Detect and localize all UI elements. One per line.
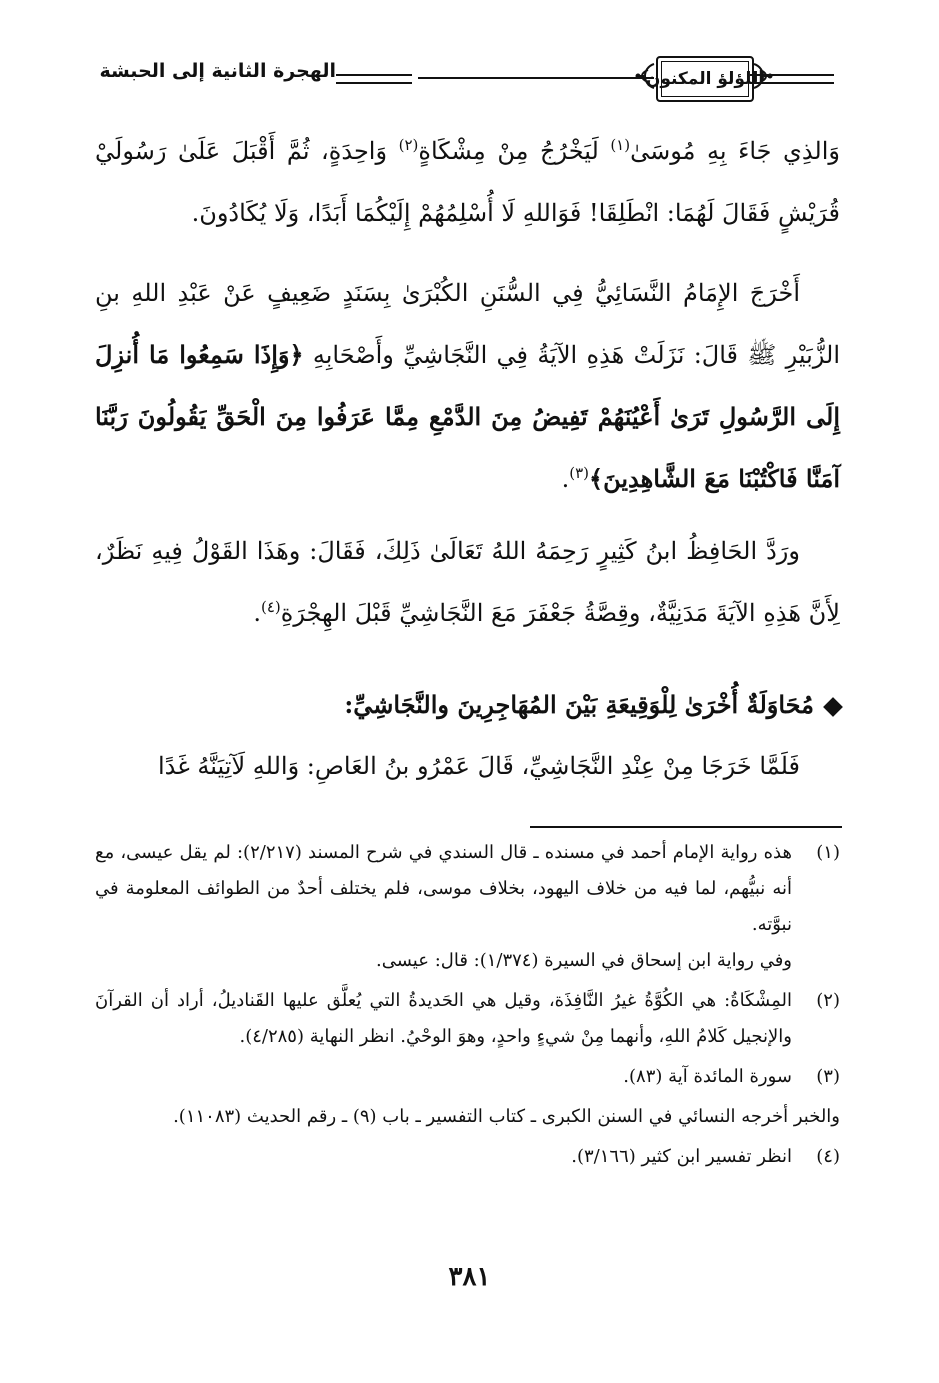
footnote-text: سورة المائدة آية (٨٣).	[623, 1066, 792, 1087]
page-number: ٣٨١	[448, 1262, 491, 1292]
chapter-title: الهجرة الثانية إلى الحبشة	[99, 60, 336, 82]
section-heading-text: مُحَاوَلَةٌ أُخْرَىٰ لِلْوَقِيعَةِ بَيْنَ المُهَاجِرِينَ والنَّجَاشِيِّ:	[344, 690, 814, 719]
footnote-number: (٤)	[816, 1146, 840, 1167]
footnote-item	[95, 1139, 840, 1175]
paragraph-text: وَاحِدَةٍ، ثُمَّ أَقْبَلَ عَلَىٰ رَسُولَيْ قُرَيْشٍ فَقَالَ لَهُمَا: انْطَلِقَا! فَوَاللهِ لَا أُسْلِمُهُمْ إِلَيْكُمَا أَبَدًا، وَلَا يُكَادُونَ.	[95, 137, 840, 227]
footnote-text: والخبر أخرجه النسائي في السنن الكبرى ـ كتاب التفسير ـ باب (٩) ـ رقم الحديث (١١٠٨٣).	[173, 1106, 840, 1127]
diamond-bullet-icon	[823, 697, 843, 717]
footnote-ref[interactable]: (١)	[610, 136, 631, 154]
footnote-ref[interactable]: (٣)	[569, 464, 589, 482]
paragraph-text: فَلَمَّا خَرَجَا مِنْ عِنْدِ النَّجَاشِيِّ، قَالَ عَمْرُو بنُ العَاصِ: وَاللهِ لَآتِيَنَّهُ غَدًا	[157, 752, 800, 780]
footnote-text: هذه رواية الإمام أحمد في مسنده ـ قال السندي في شرح المسند (٢/٢١٧): لم يقل عيسى، مع أنه نبيُّهم، لما فيه من خلاف اليهود، بخلاف موسى، فلم يختلف أحدٌ من الطوائف المعلومة في نبوَّته.	[95, 842, 792, 935]
footnote-item	[95, 1099, 840, 1135]
paragraph-text: ورَدَّ الحَافِظُ ابنُ كَثِيرٍ رَحِمَهُ اللهُ تَعَالَىٰ ذَلِكَ، فَقَالَ: وهَذَا القَوْلُ فِيهِ نَظَرٌ، لِأَنَّ هَذِهِ الآيَةَ مَدَنِيَّةٌ، وقِصَّةُ جَعْفَرَ مَعَ النَّجَاشِيِّ قَبْلَ الهِجْرَةِ	[95, 537, 840, 627]
running-header	[80, 54, 840, 104]
footnote-item	[95, 983, 840, 1055]
footnote-text: انظر تفسير ابن كثير (٣/١٦٦).	[571, 1146, 792, 1167]
footnote-number: (٣)	[816, 1066, 840, 1087]
footnote-text: وفي رواية ابن إسحاق في السيرة (١/٣٧٤): قال: عيسى.	[376, 950, 792, 971]
header-rule	[418, 77, 654, 79]
footnote-ref[interactable]: (٢)	[398, 136, 419, 154]
paragraph-text: وَالذِي جَاءَ بِهِ مُوسَىٰ	[630, 137, 840, 165]
header-rule	[750, 74, 834, 84]
footnote-number: (٢)	[816, 990, 840, 1011]
paragraph-text: أَخْرَجَ الإِمَامُ النَّسَائِيُّ فِي السُّنَنِ الكُبْرَىٰ بِسَنَدٍ ضَعِيفٍ عَنْ عَبْدِ اللهِ بنِ الزُّبَيْرِ ﷺ قَالَ: نَزَلَتْ هَذِهِ الآيَةُ فِي النَّجَاشِيِّ وأَصْحَابِهِ	[95, 279, 840, 369]
footnote-text: المِشْكَاةُ: هي الكُوَّةُ غيرُ النَّافِذَة، وقيل هي الحَديدةُ التي يُعلَّق عليها القَناديلُ، أراد أن القرآنَ والإنجيل كَلامُ اللهِ، وأنهما مِنْ شيءٍ واحدٍ، وهوَ الوحْيُ. انظر النهاية (٤/٢٨٥).	[95, 990, 792, 1047]
paragraph-text: لَيَخْرُجُ مِنْ مِشْكَاةٍ	[418, 137, 599, 165]
footnote-ref[interactable]: (٤)	[260, 598, 281, 616]
paragraph: ورَدَّ الحَافِظُ ابنُ كَثِيرٍ رَحِمَهُ اللهُ تَعَالَىٰ ذَلِكَ، فَقَالَ: وهَذَا القَوْلُ فِيهِ نَظَرٌ، لِأَنَّ هَذِهِ الآيَةَ مَدَنِيَّةٌ، وقِصَّةُ جَعْفَرَ مَعَ النَّجَاشِيِّ قَبْلَ الهِجْرَةِ$^{(٤)}$.	[95, 537, 840, 627]
paragraph	[95, 735, 840, 797]
footnote-item	[95, 1059, 840, 1095]
footnote-item	[95, 835, 840, 979]
footnote-separator	[530, 826, 842, 828]
header-rule	[336, 74, 412, 84]
book-title: اللؤلؤ المكنون	[645, 69, 765, 89]
section-heading	[95, 680, 840, 730]
quran-verse: ﴿وَإِذَا سَمِعُوا مَا أُنزِلَ إِلَى الرَّسُولِ تَرَىٰ أَعْيُنَهُمْ تَفِيضُ مِنَ الدَّمْعِ مِمَّا عَرَفُوا مِنَ الْحَقِّ يَقُولُونَ رَبَّنَا آمَنَّا فَاكْتُبْنَا مَعَ الشَّاهِدِينَ﴾	[95, 340, 840, 493]
footnote-number: (١)	[816, 842, 840, 863]
paragraph	[95, 120, 840, 244]
book-title-frame	[645, 56, 765, 102]
paragraph: أَخْرَجَ الإِمَامُ النَّسَائِيُّ فِي السُّنَنِ الكُبْرَىٰ بِسَنَدٍ ضَعِيفٍ عَنْ عَبْدِ اللهِ بنِ الزُّبَيْرِ ﷺ قَالَ: نَزَلَتْ هَذِهِ الآيَةُ فِي النَّجَاشِيِّ وأَصْحَابِهِ ﴿وَإِذَا سَمِعُوا مَا أُنزِلَ إِلَى الرَّسُولِ تَرَىٰ أَعْيُنَهُمْ تَفِيضُ مِنَ الدَّمْعِ مِمَّا عَرَفُوا مِنَ الْحَقِّ يَقُولُونَ رَبَّنَا آمَنَّا فَاكْتُبْنَا مَعَ الشَّاهِدِينَ﴾$^{(٣)}$.	[95, 279, 840, 493]
footnotes	[95, 835, 840, 1179]
